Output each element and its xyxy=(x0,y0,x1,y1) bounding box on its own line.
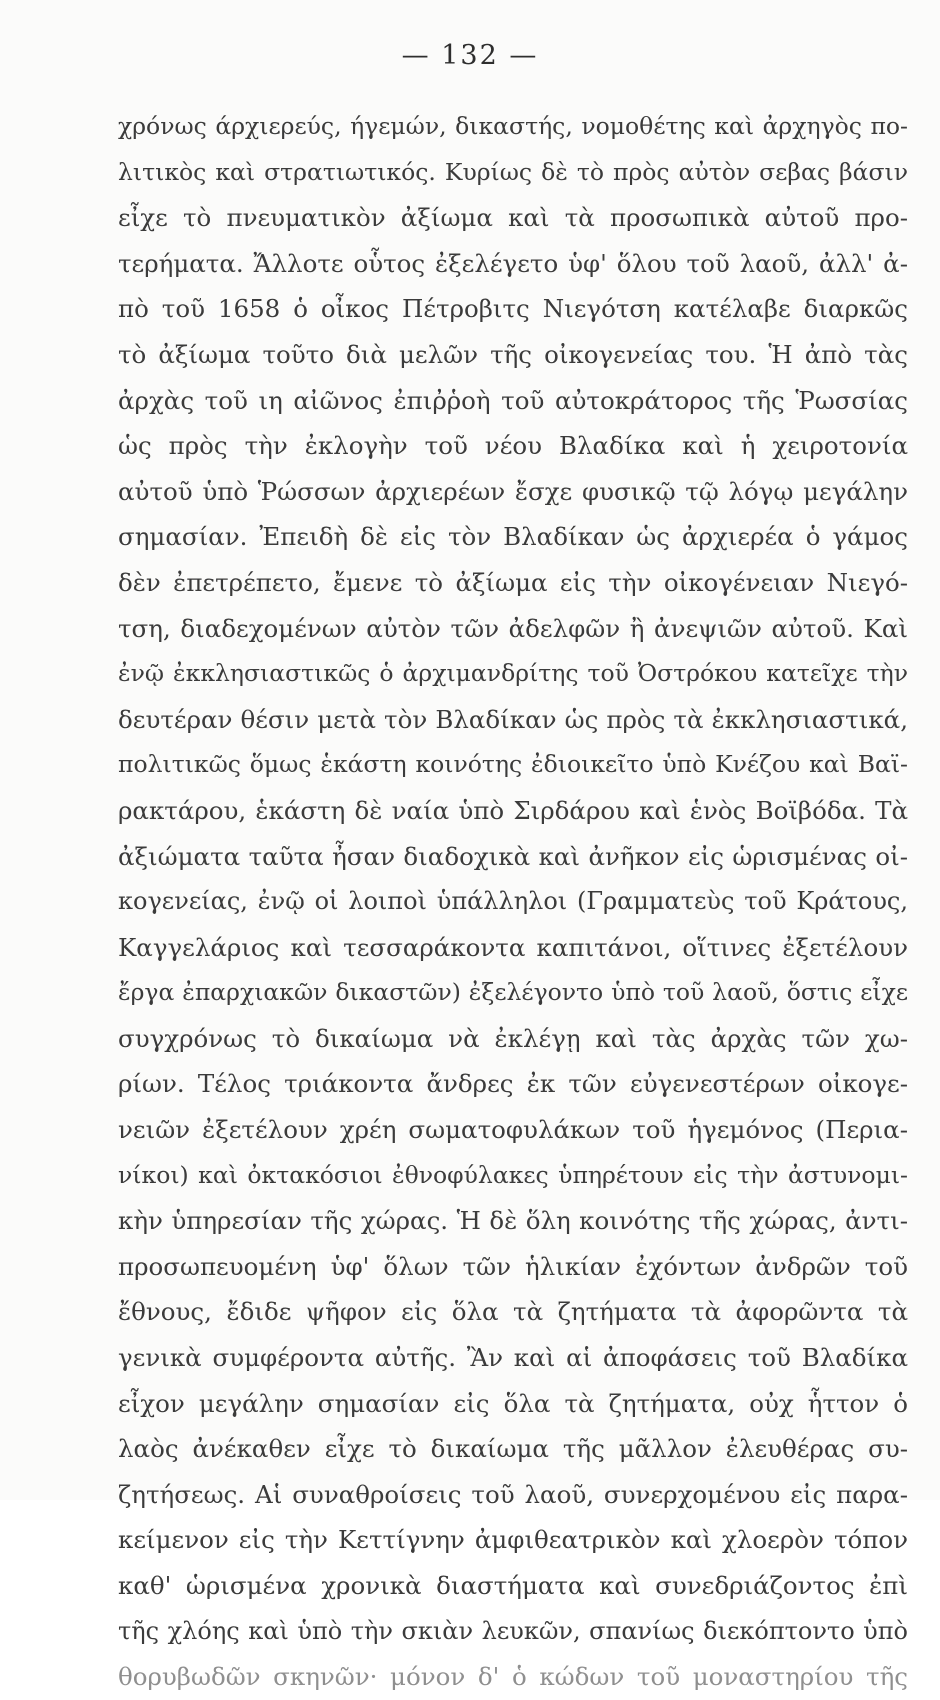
text-line: ἀρχὰς τοῦ ιη αἰῶνος ἐπιῤῥοὴ τοῦ αὐτοκράτορος τῆς Ῥωσσίας xyxy=(118,385,908,415)
text-line: αὐτοῦ ὑπὸ Ῥώσσων ἀρχιερέων ἔσχε φυσικῷ τῷ λόγῳ μεγάλην xyxy=(118,476,908,506)
text-line: ὡς πρὸς τὴν ἐκλογὴν τοῦ νέου Βλαδίκα καὶ ἡ χειροτονία xyxy=(118,431,908,461)
text-line: πολιτικῶς ὅμως ἑκάστη κοινότης ἐδιοικεῖτο ὑπὸ Κνέζου καὶ Βαϊ- xyxy=(118,750,908,779)
text-line: τερήματα. Ἄλλοτε οὗτος ἐξελέγετο ὑφ' ὅλου τοῦ λαοῦ, ἀλλ' ἀ- xyxy=(118,248,908,278)
text-line: τση, διαδεχομένων αὐτὸν τῶν ἀδελφῶν ἢ ἀνεψιῶν αὐτοῦ. Καὶ xyxy=(118,613,908,643)
text-line: κείμενον εἰς τὴν Κεττίγνην ἀμφιθεατρικὸν καὶ χλοερὸν τόπον xyxy=(118,1525,908,1555)
text-line: χρόνως άρχιερεύς, ήγεμών, δικαστής, νομοθέτης καὶ ἀρχηγὸς πο- xyxy=(118,112,908,140)
text-line: προσωπευομένη ὑφ' ὅλων τῶν ἡλικίαν ἐχόντων ἀνδρῶν τοῦ xyxy=(118,1251,908,1281)
text-line: πὸ τοῦ 1658 ὁ οἶκος Πέτροβιτς Νιεγότση κατέλαβε διαρκῶς xyxy=(118,294,908,324)
text-line: ἀξιώματα ταῦτα ἦσαν διαδοχικὰ καὶ ἀνῆκον εἰς ὡρισμένας οἰ- xyxy=(118,841,908,871)
text-line: ζητήσεως. Αἱ συναθροίσεις τοῦ λαοῦ, συνερχομένου εἰς παρα- xyxy=(118,1479,908,1509)
text-line: νίκοι) καὶ ὀκτακόσιοι ἐθνοφύλακες ὑπηρέτουν εἰς τὴν ἀστυνομι- xyxy=(118,1160,908,1189)
text-line: δευτέραν θέσιν μετὰ τὸν Βλαδίκαν ὡς πρὸς τὰ ἐκκλησιαστικά, xyxy=(118,704,908,734)
text-line: ρακτάρου, ἑκάστη δὲ ναία ὑπὸ Σιρδάρου καὶ ἑνὸς Βοϊβόδα. Τὰ xyxy=(118,795,908,825)
text-line: ἐνῷ ἐκκλησιαστικῶς ὁ ἀρχιμανδρίτης τοῦ Ὀστρόκου κατεῖχε τὴν xyxy=(118,659,908,688)
text-line: τὸ ἀξίωμα τοῦτο διὰ μελῶν τῆς οἰκογενείας του. Ἡ ἀπὸ τὰς xyxy=(118,339,908,369)
text-line: λιτικὸς καὶ στρατιωτικός. Κυρίως δὲ τὸ πρὸς αὐτὸν σεβας βάσιν xyxy=(118,157,908,186)
text-line: καθ' ὡρισμένα χρονικὰ διαστήματα καὶ συνεδριάζοντος ἐπὶ xyxy=(118,1571,908,1600)
text-line: νειῶν ἐξετέλουν χρέη σωματοφυλάκων τοῦ ἡγεμόνος (Περια- xyxy=(118,1115,908,1145)
text-line: Καγγελάριος καὶ τεσσαράκοντα καπιτάνοι, οἵτινες ἐξετέλουν xyxy=(118,932,908,962)
text-line: λαὸς ἀνέκαθεν εἶχε τὸ δικαίωμα τῆς μᾶλλον ἐλευθέρας συ- xyxy=(118,1434,908,1464)
text-line: θορυβωδῶν σκηνῶν· μόνον δ' ὁ κώδων τοῦ μοναστηρίου τῆς xyxy=(118,1662,908,1692)
text-line: συγχρόνως τὸ δικαίωμα νὰ ἐκλέγῃ καὶ τὰς ἀρχὰς τῶν χω- xyxy=(118,1023,908,1053)
text-line: ρίων. Τέλος τριάκοντα ἄνδρες ἐκ τῶν εὐγενεστέρων οἰκογε- xyxy=(118,1069,908,1099)
text-line: ἔθνους, ἔδιδε ψῆφον εἰς ὅλα τὰ ζητήματα τὰ ἀφορῶντα τὰ xyxy=(118,1297,908,1327)
text-line: εἶχον μεγάλην σημασίαν εἰς ὅλα τὰ ζητήματα, οὐχ ἧττον ὁ xyxy=(118,1388,908,1418)
text-line: κογενείας, ἐνῷ οἱ λοιποὶ ὑπάλληλοι (Γραμματεὺς τοῦ Κράτους, xyxy=(118,887,908,916)
page-number: — 132 — xyxy=(401,40,539,71)
text-line: γενικὰ συμφέροντα αὐτῆς. Ἂν καὶ αἱ ἀποφάσεις τοῦ Βλαδίκα xyxy=(118,1343,908,1373)
text-line: τῆς χλόης καὶ ὑπὸ τὴν σκιὰν λευκῶν, σπανίως διεκόπτοντο ὑπὸ xyxy=(118,1616,908,1645)
text-line: εἶχε τὸ πνευματικὸν ἀξίωμα καὶ τὰ προσωπικὰ αὐτοῦ προ- xyxy=(118,203,908,233)
body-text xyxy=(118,104,908,1700)
text-line: ἔργα ἐπαρχιακῶν δικαστῶν) ἐξελέγοντο ὑπὸ τοῦ λαοῦ, ὅστις εἶχε xyxy=(118,978,908,1007)
text-line: σημασίαν. Ἐπειδὴ δὲ εἰς τὸν Βλαδίκαν ὡς ἀρχιερέα ὁ γάμος xyxy=(118,522,908,552)
text-line: κὴν ὑπηρεσίαν τῆς χώρας. Ἡ δὲ ὅλη κοινότης τῆς χώρας, ἀντι- xyxy=(118,1206,908,1236)
text-line: δὲν ἐπετρέπετο, ἔμενε τὸ ἀξίωμα εἰς τὴν οἰκογένειαν Νιεγό- xyxy=(118,567,908,597)
